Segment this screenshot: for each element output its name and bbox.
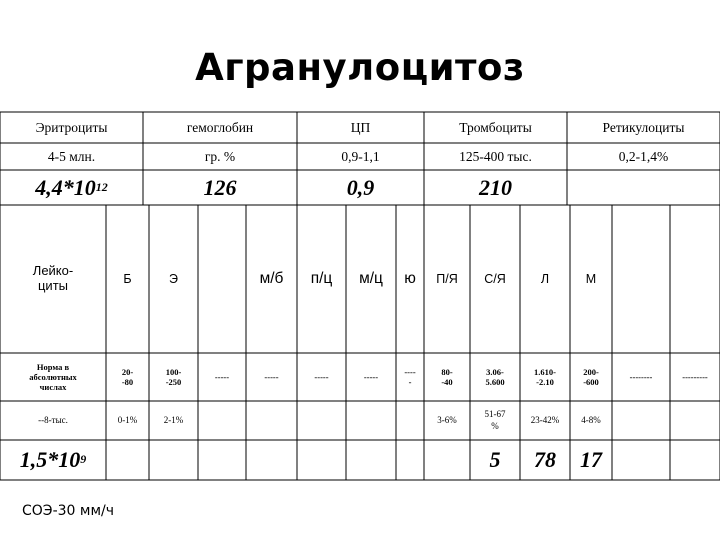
- absolute-norm-cell: ---------: [682, 371, 708, 382]
- percent-norm-label: --8-тыс.: [38, 414, 68, 425]
- reticulocytes-value: [567, 170, 720, 205]
- leukocyte-type-header: Б: [123, 271, 132, 286]
- header-cell: Эритроциты: [35, 119, 108, 135]
- leukocyte-type-header: П/Я: [436, 271, 458, 286]
- patient-leukocyte-value: [246, 440, 297, 480]
- norm-cell: 0,2-1,4%: [618, 148, 669, 164]
- percent-norm-cell: [346, 401, 396, 440]
- patient-leukocyte-value: 17: [580, 447, 602, 473]
- absolute-norm-cell: -----: [363, 371, 379, 382]
- percent-norm-cell: 4-8%: [581, 414, 601, 425]
- slide-title: Агранулоцитоз: [195, 46, 525, 89]
- norm-cell: 125-400 тыс.: [459, 148, 532, 164]
- leukocyte-type-header: м/ц: [359, 270, 383, 288]
- patient-leukocyte-value: [612, 440, 670, 480]
- patient-leukocyte-value: [106, 440, 149, 480]
- leukocyte-type-header: п/ц: [310, 270, 333, 288]
- norm-cell: 0,9-1,1: [341, 148, 380, 164]
- patient-leukocyte-value: [396, 440, 424, 480]
- leukocyte-type-header: [198, 205, 246, 353]
- header-cell: Тромбоциты: [459, 119, 532, 135]
- hemoglobin-value: 126: [203, 174, 237, 200]
- erythrocytes-value-exponent: 12: [95, 179, 108, 194]
- leukocyte-type-header: Л: [540, 271, 550, 286]
- absolute-norm-cell: 80- -40: [441, 366, 453, 387]
- erythrocytes-value: [0, 170, 143, 205]
- patient-leukocyte-value: [424, 440, 470, 480]
- patient-leukocyte-value: [346, 440, 396, 480]
- absolute-norm-cell: -----: [314, 371, 329, 382]
- percent-norm-cell: [670, 401, 720, 440]
- leukocyte-type-header: [670, 205, 720, 353]
- patient-leukocyte-value: [670, 440, 720, 480]
- percent-norm-cell: 51-67 %: [484, 409, 506, 431]
- leukocyte-type-header: ю: [404, 270, 416, 288]
- absolute-norm-cell: --------: [629, 371, 653, 382]
- absolute-norm-cell: -----: [264, 371, 279, 382]
- absolute-norm-cell: ---- -: [404, 366, 416, 387]
- percent-norm-cell: [198, 401, 246, 440]
- norm-cell: гр. %: [204, 148, 236, 164]
- percent-norm-cell: [246, 401, 297, 440]
- leukocyte-count-exponent: 9: [80, 452, 87, 467]
- patient-leukocyte-value: [149, 440, 198, 480]
- patient-leukocyte-value: 5: [489, 447, 501, 473]
- leukocyte-count-base: 1,5*10: [19, 447, 81, 473]
- leukocyte-type-header: Э: [169, 271, 178, 286]
- percent-norm-cell: 0-1%: [117, 414, 138, 425]
- absolute-norm-cell: 100- -250: [165, 366, 182, 387]
- header-cell: ЦП: [350, 119, 371, 135]
- color-index-value: 0,9: [346, 174, 375, 200]
- absolute-norm-cell: 3.06- 5.600: [485, 366, 505, 387]
- percent-norm-cell: [396, 401, 424, 440]
- leukocyte-type-header: С/Я: [484, 271, 506, 286]
- absolute-norm-cell: 200- -600: [583, 366, 599, 387]
- percent-norm-cell: 3-6%: [437, 414, 457, 425]
- platelets-value: 210: [479, 174, 512, 200]
- absolute-norm-cell: 20- -80: [121, 366, 134, 387]
- absolute-norm-cell: 1.610- -2.10: [534, 366, 556, 387]
- leukocyte-type-header: М: [585, 271, 597, 286]
- header-cell: гемоглобин: [186, 119, 254, 135]
- absolute-norm-label: Норма в абсолютных числах: [29, 361, 77, 393]
- percent-norm-cell: 23-42%: [530, 414, 560, 425]
- patient-leukocyte-value: [297, 440, 346, 480]
- esr-note: СОЭ-30 мм/ч: [22, 503, 114, 519]
- leukocyte-type-header: [612, 205, 670, 353]
- percent-norm-cell: 2-1%: [163, 414, 184, 425]
- leukocyte-type-header: м/б: [259, 270, 284, 288]
- percent-norm-cell: [612, 401, 670, 440]
- header-cell: Ретикулоциты: [602, 119, 685, 135]
- patient-leukocyte-value: 78: [534, 447, 556, 473]
- percent-norm-cell: [297, 401, 346, 440]
- leukocytes-label: Лейко- циты: [32, 263, 74, 293]
- absolute-norm-cell: -----: [214, 371, 230, 382]
- leukocyte-count: [0, 440, 106, 480]
- norm-cell: 4-5 млн.: [47, 148, 96, 164]
- patient-leukocyte-value: [198, 440, 246, 480]
- erythrocytes-value-base: 4,4*10: [35, 174, 96, 200]
